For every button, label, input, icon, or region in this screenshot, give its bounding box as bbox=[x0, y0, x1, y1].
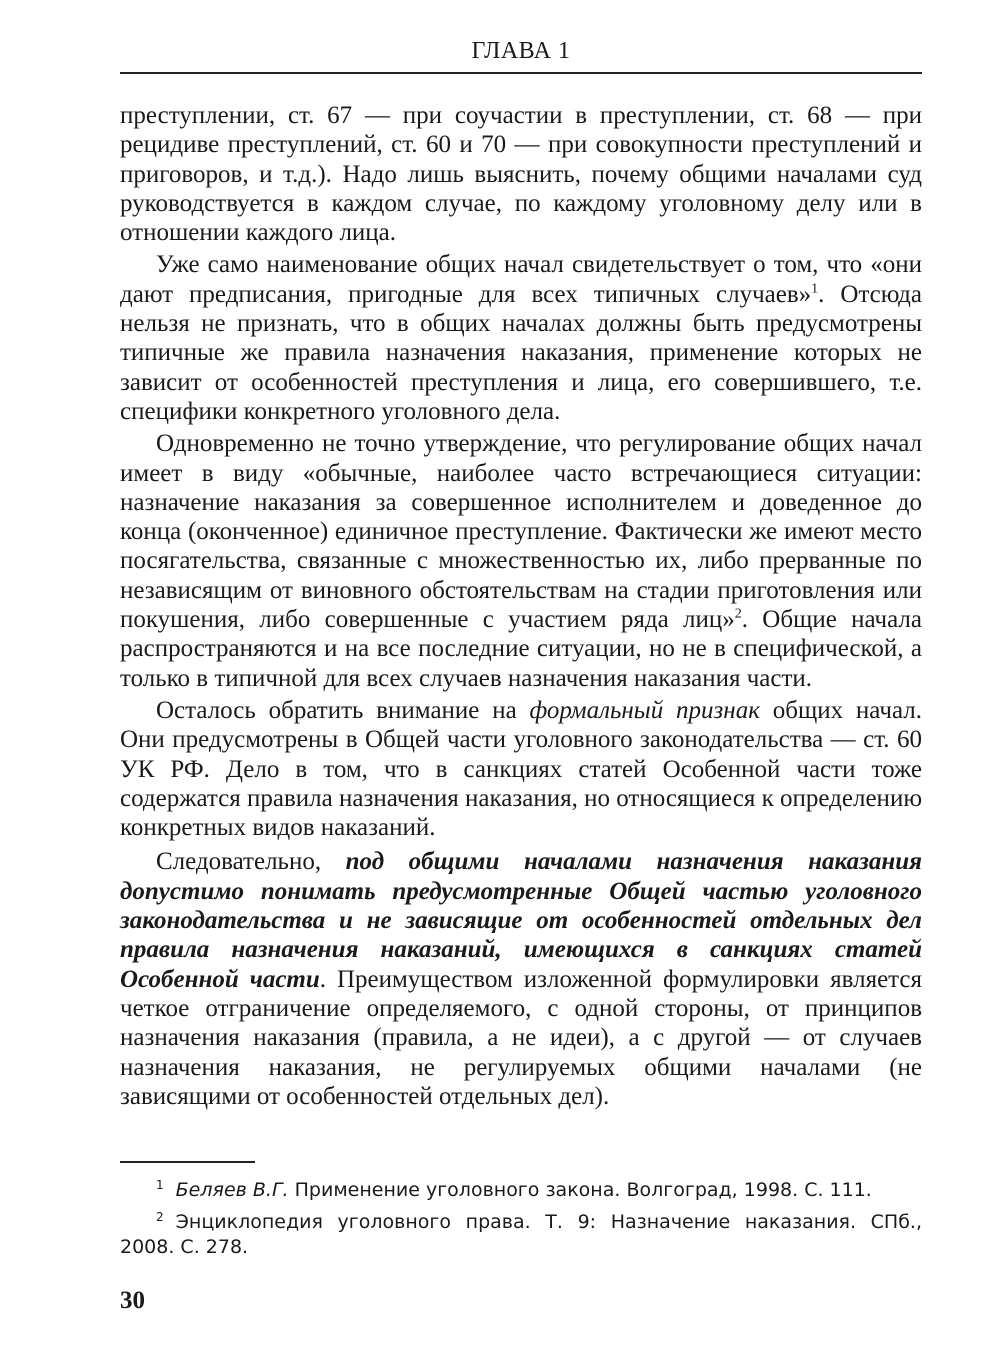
footnote-1 bbox=[120, 1178, 922, 1203]
paragraph-4-italic: формальный признак bbox=[529, 696, 760, 724]
paragraph-2 bbox=[120, 250, 922, 426]
paragraph-2-text: Уже само наименование общих начал свидетельствует о том, что «они дают предписания, пригодные для всех типичных случаев» bbox=[120, 251, 922, 308]
header-divider bbox=[120, 72, 922, 74]
paragraph-5 bbox=[120, 847, 922, 1111]
paragraph-3-text-after: . Общие начала распространяются и на все последние ситуации, но не в специфической, а только в типичной для всех случаев назначения наказания части. bbox=[120, 606, 923, 692]
running-header: ГЛАВА 1 bbox=[471, 38, 571, 64]
paragraph-3-text: Одновременно не точно утверждение, что регулирование общих начал имеет в виду «обычные, наиболее часто встречающиеся ситуации: назначение наказания за совершенное исполнителем и доведенное до конца (оконченное) единичное преступление. Фактически же имеют место посягательства, связанные с множественностью их, либо прерванные по независящим от виновного обстоятельствам на стадии приготовления или покушения, либо совершенные с участием ряда лиц» bbox=[120, 430, 922, 634]
footnotes bbox=[120, 1178, 922, 1267]
paragraph-5-before: Следовательно, bbox=[156, 848, 346, 876]
footnote-1-number: 1 bbox=[156, 1177, 164, 1192]
paragraph-2-text-after: . Отсюда нельзя не признать, что в общих началах должны быть предусмотрены типичные же правила назначения наказания, применение которых не зависит от особенностей преступления и лица, его совершившего, т.е. специфики конкретного уголовного дела. bbox=[120, 280, 922, 425]
paragraph-1 bbox=[120, 101, 922, 247]
page-number: 30 bbox=[120, 1287, 145, 1314]
footnote-2-text: Энциклопедия уголовного права. Т. 9: Назначение наказания. СПб., 2008. С. 278. bbox=[120, 1211, 922, 1258]
footnote-ref-1[interactable]: 1 bbox=[811, 281, 819, 297]
body-text bbox=[120, 101, 922, 1111]
definition-emphasis: под общими началами назначения наказания допустимо понимать предусмотренные Общей частью уголовного законодательства и не зависящие от особенностей отдельных дел правила назначения наказаний, имеющихся в санкциях статей Особенной части bbox=[120, 848, 922, 993]
footnote-1-text: Применение уголовного закона. Волгоград, 1998. С. 111. bbox=[288, 1179, 872, 1201]
paragraph-5-after: . Преимуществом изложенной формулировки является четкое отграничение определяемого, с одной стороны, от принципов назначения наказания (правила, а не идеи), а с другой — от случаев назначения наказания, не регулируемых общими началами (не зависящими от особенностей отдельных дел). bbox=[120, 965, 922, 1110]
paragraph-4 bbox=[120, 696, 922, 842]
paragraph-3 bbox=[120, 429, 922, 693]
footnote-2 bbox=[120, 1210, 922, 1260]
footnote-2-number: 2 bbox=[156, 1209, 164, 1224]
paragraph-4-after: общих начал. Они предусмотрены в Общей части уголовного законодательства — ст. 60 УК РФ. Дело в том, что в санкциях статей Особенной части тоже содержатся правила назначения наказания, но относящиеся к определению конкретных видов наказаний. bbox=[120, 696, 922, 842]
paragraph-4-before: Осталось обратить внимание на bbox=[156, 696, 530, 724]
footnote-divider bbox=[120, 1161, 255, 1163]
footnote-ref-2[interactable]: 2 bbox=[734, 606, 742, 622]
footnote-1-author: Беляев В.Г. bbox=[175, 1179, 289, 1201]
paragraph-1-text: преступлении, ст. 67 — при соучастии в преступлении, ст. 68 — при рецидиве преступлений, ст. 60 и 70 — при совокупности преступлений и приговоров, и т.д.). Надо лишь выяснить, почему общими началами суд руководствуется в каждом случае, по каждому уголовному делу или в отношении каждого лица. bbox=[120, 102, 922, 247]
